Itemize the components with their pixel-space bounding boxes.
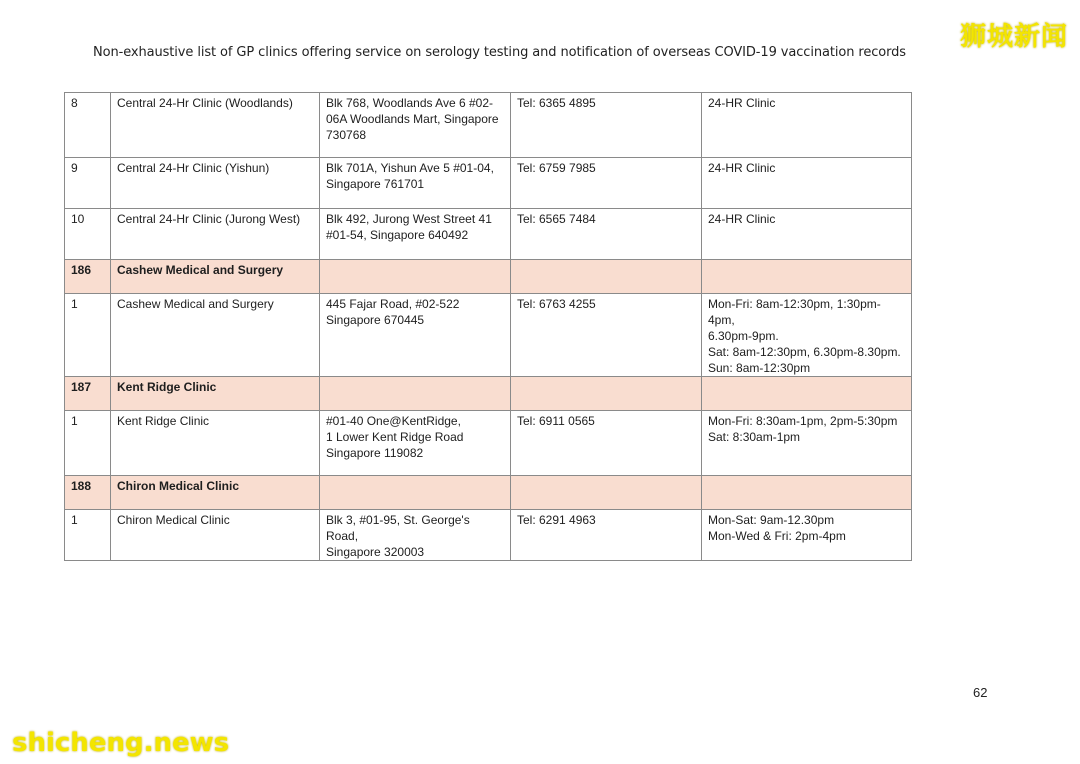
cell-address bbox=[320, 411, 511, 476]
cell-number: 1 bbox=[65, 411, 111, 476]
cell-telephone: Tel: 6763 4255 bbox=[511, 294, 702, 377]
clinic-group-header bbox=[65, 377, 912, 411]
clinic-group-header bbox=[65, 476, 912, 510]
address-line: Singapore 320003 bbox=[326, 545, 425, 559]
empty-cell bbox=[702, 377, 912, 411]
cell-clinic-name: Central 24-Hr Clinic (Woodlands) bbox=[111, 93, 320, 158]
hours-line: 6.30pm-9pm. bbox=[708, 329, 779, 343]
cell-telephone: Tel: 6759 7985 bbox=[511, 158, 702, 209]
cell-clinic-name: Chiron Medical Clinic bbox=[111, 510, 320, 561]
cell-telephone: Tel: 6291 4963 bbox=[511, 510, 702, 561]
cell-number: 10 bbox=[65, 209, 111, 260]
hours-line: Mon-Sat: 9am-12.30pm bbox=[708, 513, 835, 527]
watermark-english: shicheng.news bbox=[12, 728, 230, 758]
empty-cell bbox=[320, 476, 511, 510]
group-clinic-name: Kent Ridge Clinic bbox=[111, 377, 320, 411]
hours-line: 24-HR Clinic bbox=[708, 212, 776, 226]
cell-address bbox=[320, 158, 511, 209]
address-line: Singapore 119082 bbox=[326, 446, 424, 460]
cell-address bbox=[320, 510, 511, 561]
cell-clinic-name: Central 24-Hr Clinic (Jurong West) bbox=[111, 209, 320, 260]
cell-telephone: Tel: 6911 0565 bbox=[511, 411, 702, 476]
table-row bbox=[65, 411, 912, 476]
empty-cell bbox=[511, 377, 702, 411]
clinic-group-header bbox=[65, 260, 912, 294]
group-clinic-name: Chiron Medical Clinic bbox=[111, 476, 320, 510]
hours-line: Sat: 8:30am-1pm bbox=[708, 430, 801, 444]
group-number: 187 bbox=[65, 377, 111, 411]
cell-clinic-name: Cashew Medical and Surgery bbox=[111, 294, 320, 377]
cell-address bbox=[320, 209, 511, 260]
address-line: Blk 768, Woodlands Ave 6 #02- bbox=[326, 96, 494, 110]
table-row bbox=[65, 510, 912, 561]
address-line: 06A Woodlands Mart, Singapore bbox=[326, 112, 499, 126]
cell-hours bbox=[702, 158, 912, 209]
cell-number: 8 bbox=[65, 93, 111, 158]
address-line: #01-54, Singapore 640492 bbox=[326, 228, 469, 242]
cell-clinic-name: Kent Ridge Clinic bbox=[111, 411, 320, 476]
address-line: 1 Lower Kent Ridge Road bbox=[326, 430, 464, 444]
address-line: Blk 492, Jurong West Street 41 bbox=[326, 212, 492, 226]
cell-number: 1 bbox=[65, 294, 111, 377]
hours-line: Sat: 8am-12:30pm, 6.30pm-8.30pm. bbox=[708, 345, 901, 359]
address-line: 730768 bbox=[326, 128, 367, 142]
cell-hours bbox=[702, 510, 912, 561]
group-number: 186 bbox=[65, 260, 111, 294]
cell-number: 9 bbox=[65, 158, 111, 209]
cell-address bbox=[320, 294, 511, 377]
hours-line: Sun: 8am-12:30pm bbox=[708, 361, 811, 375]
document-title: Non-exhaustive list of GP clinics offering service on serology testing and notification of overseas COVID-19 vaccination records bbox=[93, 45, 906, 60]
hours-line: 24-HR Clinic bbox=[708, 96, 776, 110]
cell-clinic-name: Central 24-Hr Clinic (Yishun) bbox=[111, 158, 320, 209]
table-row bbox=[65, 158, 912, 209]
address-line: #01-40 One@KentRidge, bbox=[326, 414, 461, 428]
hours-line: Mon-Wed & Fri: 2pm-4pm bbox=[708, 529, 846, 543]
cell-hours bbox=[702, 93, 912, 158]
hours-line: Mon-Fri: 8am-12:30pm, 1:30pm-4pm, bbox=[708, 297, 881, 327]
cell-hours bbox=[702, 411, 912, 476]
cell-hours bbox=[702, 294, 912, 377]
empty-cell bbox=[320, 377, 511, 411]
cell-address bbox=[320, 93, 511, 158]
hours-line: Mon-Fri: 8:30am-1pm, 2pm-5:30pm bbox=[708, 414, 898, 428]
cell-telephone: Tel: 6565 7484 bbox=[511, 209, 702, 260]
table-row bbox=[65, 209, 912, 260]
cell-hours bbox=[702, 209, 912, 260]
watermark-chinese: 狮城新闻 bbox=[959, 22, 1068, 52]
page-number: 62 bbox=[973, 685, 988, 700]
empty-cell bbox=[702, 260, 912, 294]
address-line: 445 Fajar Road, #02-522 bbox=[326, 297, 460, 311]
address-line: Singapore 670445 bbox=[326, 313, 425, 327]
clinic-table bbox=[64, 92, 912, 561]
empty-cell bbox=[511, 476, 702, 510]
empty-cell bbox=[320, 260, 511, 294]
group-clinic-name: Cashew Medical and Surgery bbox=[111, 260, 320, 294]
empty-cell bbox=[511, 260, 702, 294]
empty-cell bbox=[702, 476, 912, 510]
address-line: Singapore 761701 bbox=[326, 177, 425, 191]
address-line: Blk 701A, Yishun Ave 5 #01-04, bbox=[326, 161, 494, 175]
clinic-table-body bbox=[65, 93, 912, 561]
table-row bbox=[65, 294, 912, 377]
address-line: Blk 3, #01-95, St. George's Road, bbox=[326, 513, 470, 543]
cell-telephone: Tel: 6365 4895 bbox=[511, 93, 702, 158]
table-row bbox=[65, 93, 912, 158]
group-number: 188 bbox=[65, 476, 111, 510]
hours-line: 24-HR Clinic bbox=[708, 161, 776, 175]
cell-number: 1 bbox=[65, 510, 111, 561]
